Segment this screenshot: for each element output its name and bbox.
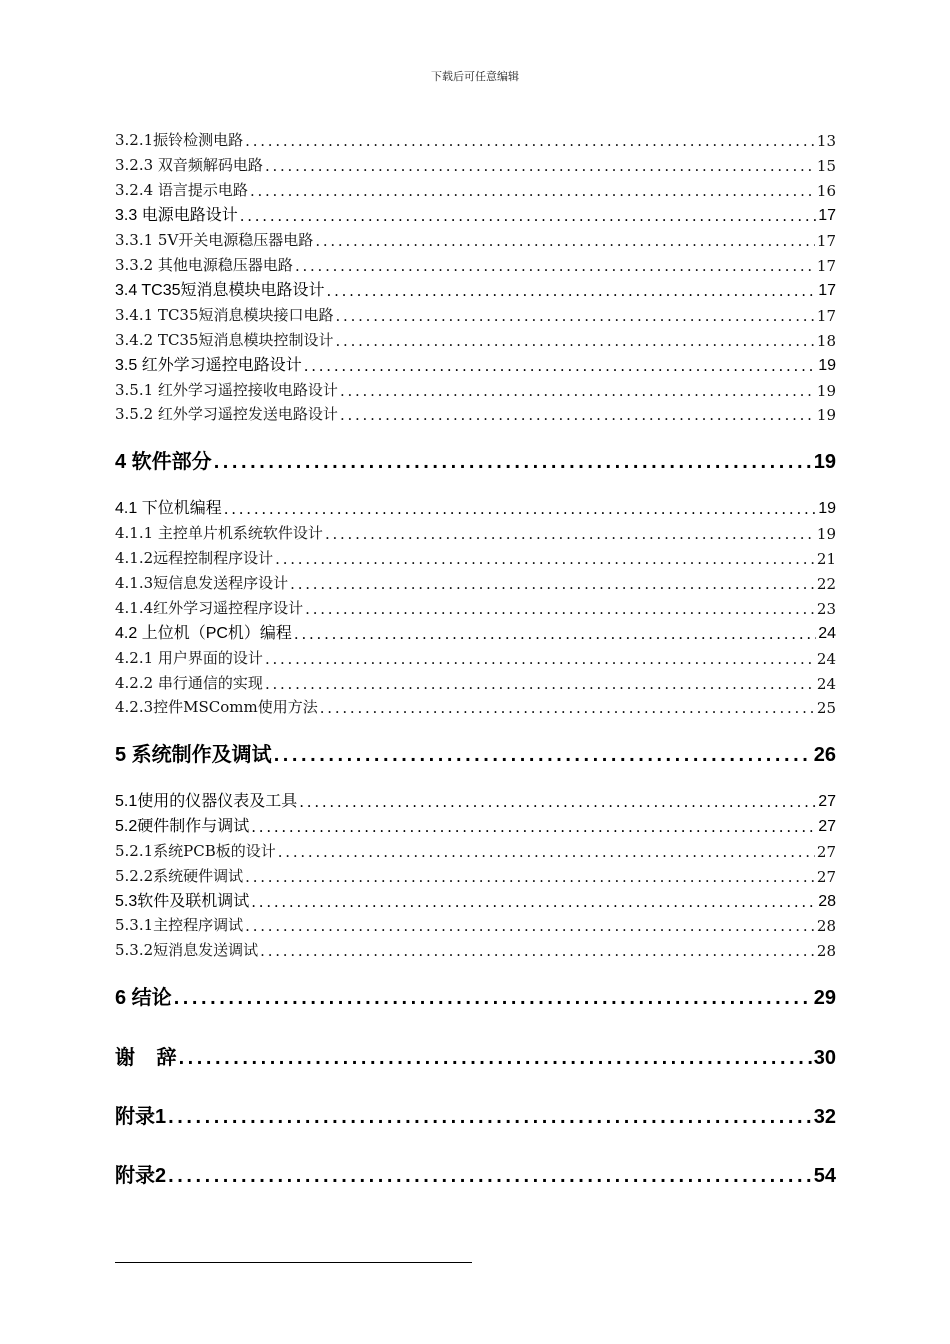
dot-leader [278, 843, 815, 861]
toc-entry-4-2-2[interactable] [115, 669, 836, 693]
toc-entry-3-2-4[interactable] [115, 176, 836, 200]
toc-entry-title: 4.1.2远程控制程序设计 [115, 549, 274, 567]
toc-entry-title: 5.2.1系统PCB板的设计 [115, 842, 276, 860]
toc-entry-page: 24 [816, 675, 836, 693]
toc-entry-page: 27 [816, 868, 836, 886]
toc-entry-5-3-2[interactable] [115, 936, 836, 960]
toc-acknowledgements[interactable] [115, 1040, 836, 1070]
dot-leader [327, 282, 817, 300]
toc-entry-4-2[interactable] [115, 619, 836, 643]
toc-chapter-5[interactable] [115, 737, 836, 767]
toc-entry-page: 30 [813, 1047, 836, 1069]
dot-leader [245, 917, 815, 935]
dot-leader [179, 1047, 812, 1070]
dot-leader [336, 332, 815, 350]
toc-entry-title: 5.3.2短消息发送调试 [115, 941, 259, 959]
toc-entry-title: 5.2硬件制作与调试 [115, 818, 250, 835]
toc-entry-3-2-3[interactable] [115, 151, 836, 175]
toc-entry-title: 3.4.2 TC35短消息模块控制设计 [115, 331, 334, 349]
toc-entry-page: 23 [816, 600, 836, 618]
toc-entry-3-5-2[interactable] [115, 400, 836, 424]
toc-entry-4-1-3[interactable] [115, 569, 836, 593]
toc-entry-page: 19 [816, 382, 836, 400]
toc-entry-page: 26 [813, 744, 836, 766]
toc-entry-page: 28 [818, 893, 836, 910]
toc-entry-title: 4.2.1 用户界面的设计 [115, 649, 263, 667]
dot-leader [224, 500, 817, 518]
toc-chapter-4[interactable] [115, 444, 836, 474]
toc-entry-page: 19 [818, 500, 836, 517]
dot-leader [245, 132, 815, 150]
dot-leader [265, 675, 815, 693]
toc-entry-page: 28 [816, 942, 836, 960]
toc-entry-5-2-2[interactable] [115, 862, 836, 886]
toc-entry-title: 5.3.1主控程序调试 [115, 916, 244, 934]
toc-entry-5-3[interactable] [115, 887, 836, 911]
toc-entry-title: 5.2.2系统硬件调试 [115, 867, 244, 885]
dot-leader [304, 357, 817, 375]
toc-entry-page: 24 [818, 625, 836, 642]
toc-entry-title: 5.1使用的仪器仪表及工具 [115, 793, 298, 810]
toc-entry-page: 17 [816, 232, 836, 250]
toc-entry-title: 3.5 红外学习遥控电路设计 [115, 357, 302, 374]
dot-leader [168, 1165, 812, 1188]
toc-entry-page: 22 [816, 575, 836, 593]
dot-leader [251, 893, 816, 911]
toc-entry-4-1[interactable] [115, 494, 836, 518]
toc-entry-title: 6 结论 [115, 987, 172, 1009]
toc-entry-5-3-1[interactable] [115, 911, 836, 935]
toc-entry-title: 4.1 下位机编程 [115, 500, 222, 517]
toc-entry-title: 4.2 上位机（PC机）编程 [115, 625, 292, 642]
toc-appendix-1[interactable] [115, 1099, 836, 1129]
toc-entry-page: 19 [813, 451, 836, 473]
toc-entry-page: 17 [816, 307, 836, 325]
toc-entry-page: 21 [816, 550, 836, 568]
dot-leader [340, 382, 815, 400]
dot-leader [325, 525, 815, 543]
page-header: 下载后可任意编辑 [431, 70, 519, 83]
toc-entry-3-4-1[interactable] [115, 301, 836, 325]
toc-entry-title: 3.3 电源电路设计 [115, 207, 238, 224]
toc-entry-page: 25 [816, 699, 836, 717]
toc-entry-title: 3.5.1 红外学习遥控接收电路设计 [115, 381, 338, 399]
toc-entry-5-2-1[interactable] [115, 837, 836, 861]
toc-entry-page: 13 [816, 132, 836, 150]
toc-chapter-6[interactable] [115, 980, 836, 1010]
toc-entry-3-4[interactable] [115, 276, 836, 300]
toc-entry-3-3-1[interactable] [115, 226, 836, 250]
dot-leader [174, 987, 812, 1010]
toc-entry-title: 3.2.1振铃检测电路 [115, 131, 244, 149]
toc-entry-title: 3.5.2 红外学习遥控发送电路设计 [115, 405, 338, 423]
toc-entry-3-3-2[interactable] [115, 251, 836, 275]
toc-entry-title: 4.1.4红外学习遥控程序设计 [115, 599, 304, 617]
toc-entry-title: 3.2.4 语言提示电路 [115, 181, 248, 199]
dot-leader [260, 942, 815, 960]
toc-entry-title: 4 软件部分 [115, 451, 212, 473]
toc-entry-title: 5 系统制作及调试 [115, 744, 272, 766]
toc-entry-4-2-3[interactable] [115, 693, 836, 717]
dot-leader [214, 451, 812, 474]
toc-entry-5-2[interactable] [115, 812, 836, 836]
footnote-separator-line [115, 1262, 472, 1263]
dot-leader [295, 257, 815, 275]
dot-leader [265, 157, 815, 175]
dot-leader [290, 575, 815, 593]
toc-entry-page: 19 [816, 406, 836, 424]
toc-entry-title: 3.2.3 双音频解码电路 [115, 156, 263, 174]
dot-leader [250, 182, 815, 200]
toc-entry-page: 29 [813, 987, 836, 1009]
toc-entry-3-2-1[interactable] [115, 126, 836, 150]
toc-entry-3-5[interactable] [115, 351, 836, 375]
toc-entry-3-3[interactable] [115, 201, 836, 225]
toc-entry-title: 4.1.3短信息发送程序设计 [115, 574, 289, 592]
toc-appendix-2[interactable] [115, 1158, 836, 1188]
toc-entry-title: 4.2.2 串行通信的实现 [115, 674, 263, 692]
dot-leader [240, 207, 817, 225]
dot-leader [168, 1106, 812, 1129]
dot-leader [275, 550, 815, 568]
toc-entry-page: 19 [816, 525, 836, 543]
toc-entry-page: 54 [813, 1165, 836, 1187]
toc-entry-title: 4.2.3控件MSComm使用方法 [115, 698, 318, 716]
toc-entry-4-1-4[interactable] [115, 594, 836, 618]
toc-entry-4-1-2[interactable] [115, 544, 836, 568]
toc-entry-title: 3.4 TC35短消息模块电路设计 [115, 282, 325, 299]
toc-entry-page: 17 [818, 207, 836, 224]
toc-entry-page: 24 [816, 650, 836, 668]
dot-leader [251, 818, 816, 836]
toc-entry-page: 32 [813, 1106, 836, 1128]
dot-leader [294, 625, 816, 643]
toc-entry-title: 附录2 [115, 1165, 167, 1187]
toc-entry-page: 16 [816, 182, 836, 200]
toc-entry-page: 17 [818, 282, 836, 299]
toc-entry-title: 5.3软件及联机调试 [115, 893, 250, 910]
toc-entry-page: 17 [816, 257, 836, 275]
toc-entry-title: 3.4.1 TC35短消息模块接口电路 [115, 306, 334, 324]
dot-leader [315, 232, 815, 250]
toc-entry-page: 27 [818, 793, 836, 810]
toc-entry-page: 19 [818, 357, 836, 374]
toc-entry-4-1-1[interactable] [115, 519, 836, 543]
toc-entry-page: 27 [818, 818, 836, 835]
toc-entry-title: 3.3.1 5V开关电源稳压器电路 [115, 231, 314, 249]
toc-entry-page: 18 [816, 332, 836, 350]
toc-entry-page: 15 [816, 157, 836, 175]
toc-entry-3-4-2[interactable] [115, 326, 836, 350]
toc-entry-page: 28 [816, 917, 836, 935]
dot-leader [340, 406, 815, 424]
toc-entry-5-1[interactable] [115, 787, 836, 811]
dot-leader [320, 699, 815, 717]
toc-entry-page: 27 [816, 843, 836, 861]
toc-entry-title: 谢 辞 [115, 1047, 177, 1069]
toc-entry-title: 3.3.2 其他电源稳压器电路 [115, 256, 293, 274]
dot-leader [265, 650, 815, 668]
dot-leader [305, 600, 815, 618]
toc-entry-title: 4.1.1 主控单片机系统软件设计 [115, 524, 323, 542]
dot-leader [336, 307, 815, 325]
toc-entry-4-2-1[interactable] [115, 644, 836, 668]
dot-leader [299, 793, 816, 811]
toc-entry-title: 附录1 [115, 1106, 167, 1128]
dot-leader [274, 744, 812, 767]
toc-entry-3-5-1[interactable] [115, 376, 836, 400]
dot-leader [245, 868, 815, 886]
